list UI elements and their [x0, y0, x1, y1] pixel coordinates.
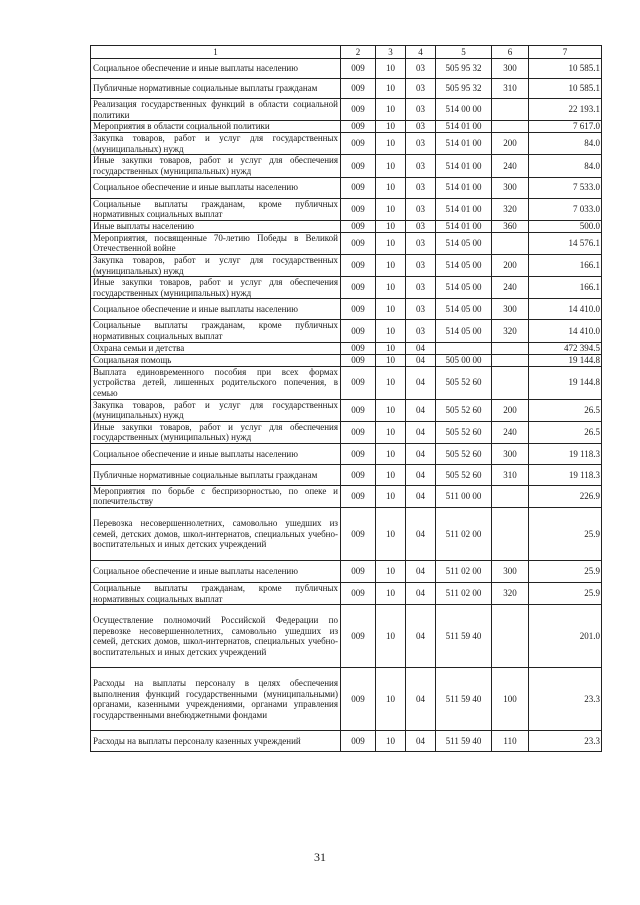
row-amount-cell: 14 576.1 [529, 232, 602, 254]
row-amount-cell: 7 533.0 [529, 177, 602, 198]
row-subsection-cell: 03 [406, 232, 436, 254]
row-expense-type-cell [492, 232, 529, 254]
row-section-cell: 10 [376, 464, 406, 485]
row-name-cell: Социальное обеспечение и иные выплаты населению [91, 177, 341, 198]
row-code-cell: 009 [341, 320, 376, 342]
table-row [91, 508, 602, 561]
row-expense-type-cell: 320 [492, 583, 529, 605]
table-row [91, 485, 602, 507]
table-row [91, 366, 602, 399]
row-expense-type-cell: 300 [492, 59, 529, 79]
row-target-article-cell: 514 05 00 [436, 277, 492, 299]
row-target-article-cell: 514 01 00 [436, 177, 492, 198]
row-section-cell: 10 [376, 399, 406, 421]
row-target-article-cell: 505 52 60 [436, 399, 492, 421]
table-row [91, 399, 602, 421]
row-name-cell: Публичные нормативные социальные выплаты гражданам [91, 79, 341, 99]
row-section-cell: 10 [376, 354, 406, 366]
row-subsection-cell: 04 [406, 399, 436, 421]
row-expense-type-cell [492, 508, 529, 561]
row-expense-type-cell: 360 [492, 220, 529, 232]
row-subsection-cell: 04 [406, 366, 436, 399]
row-name-cell: Иные закупки товаров, работ и услуг для обеспечения государственных (муниципальных) нужд [91, 155, 341, 177]
table-row [91, 155, 602, 177]
table-row [91, 421, 602, 443]
row-code-cell: 009 [341, 198, 376, 220]
row-code-cell: 009 [341, 133, 376, 155]
row-subsection-cell: 03 [406, 155, 436, 177]
row-amount-cell: 25.9 [529, 561, 602, 583]
row-name-cell: Закупка товаров, работ и услуг для государственных (муниципальных) нужд [91, 399, 341, 421]
row-target-article-cell: 511 02 00 [436, 561, 492, 583]
row-target-article-cell: 514 00 00 [436, 99, 492, 121]
row-amount-cell: 22 193.1 [529, 99, 602, 121]
budget-table [90, 45, 602, 752]
row-code-cell: 009 [341, 99, 376, 121]
row-section-cell: 10 [376, 79, 406, 99]
table-row [91, 220, 602, 232]
row-section-cell: 10 [376, 59, 406, 79]
header-cell: 3 [376, 46, 406, 59]
row-section-cell: 10 [376, 508, 406, 561]
header-cell: 5 [436, 46, 492, 59]
row-section-cell: 10 [376, 155, 406, 177]
row-subsection-cell: 04 [406, 464, 436, 485]
row-target-article-cell: 514 01 00 [436, 198, 492, 220]
row-name-cell: Иные выплаты населению [91, 220, 341, 232]
table-row [91, 583, 602, 605]
table-row [91, 354, 602, 366]
row-section-cell: 10 [376, 121, 406, 133]
row-subsection-cell: 03 [406, 59, 436, 79]
header-cell: 7 [529, 46, 602, 59]
row-name-cell: Социальные выплаты гражданам, кроме публичных нормативных социальных выплат [91, 198, 341, 220]
table-row [91, 133, 602, 155]
table-row [91, 731, 602, 752]
row-amount-cell: 19 118.3 [529, 443, 602, 464]
table-row [91, 605, 602, 668]
row-section-cell: 10 [376, 299, 406, 320]
row-expense-type-cell: 300 [492, 299, 529, 320]
row-code-cell: 009 [341, 605, 376, 668]
row-subsection-cell: 03 [406, 99, 436, 121]
row-section-cell: 10 [376, 198, 406, 220]
row-code-cell: 009 [341, 583, 376, 605]
row-code-cell: 009 [341, 277, 376, 299]
table-row [91, 99, 602, 121]
row-expense-type-cell [492, 354, 529, 366]
row-expense-type-cell: 310 [492, 464, 529, 485]
row-code-cell: 009 [341, 342, 376, 354]
table-row [91, 59, 602, 79]
row-name-cell: Закупка товаров, работ и услуг для государственных (муниципальных) нужд [91, 254, 341, 276]
row-name-cell: Иные закупки товаров, работ и услуг для обеспечения государственных (муниципальных) нужд [91, 277, 341, 299]
row-subsection-cell: 03 [406, 299, 436, 320]
row-amount-cell: 26.5 [529, 399, 602, 421]
row-name-cell: Выплата единовременного пособия при всех формах устройства детей, лишенных родительского попечения, в семью [91, 366, 341, 399]
row-target-article-cell: 514 01 00 [436, 121, 492, 133]
table-row [91, 299, 602, 320]
row-section-cell: 10 [376, 220, 406, 232]
row-section-cell: 10 [376, 133, 406, 155]
row-amount-cell: 201.0 [529, 605, 602, 668]
row-subsection-cell: 04 [406, 731, 436, 752]
row-code-cell: 009 [341, 668, 376, 731]
table-row [91, 198, 602, 220]
row-amount-cell: 7 033.0 [529, 198, 602, 220]
row-subsection-cell: 03 [406, 277, 436, 299]
row-name-cell: Социальные выплаты гражданам, кроме публичных нормативных социальных выплат [91, 583, 341, 605]
row-section-cell: 10 [376, 366, 406, 399]
row-amount-cell: 500.0 [529, 220, 602, 232]
row-subsection-cell: 04 [406, 583, 436, 605]
row-code-cell: 009 [341, 421, 376, 443]
row-subsection-cell: 03 [406, 177, 436, 198]
row-name-cell: Осуществление полномочий Российской Федерации по перевозке несовершеннолетних, самовольно ушедших из семей, детских домов, школ-интернатов, специальных учебно-воспитательных и иных детских учреждений [91, 605, 341, 668]
row-expense-type-cell: 240 [492, 421, 529, 443]
row-target-article-cell: 511 00 00 [436, 485, 492, 507]
row-expense-type-cell: 200 [492, 399, 529, 421]
row-name-cell: Перевозка несовершеннолетних, самовольно ушедших из семей, детских домов, школ-интернатов, специальных учебно-воспитательных и иных детских учреждений [91, 508, 341, 561]
row-subsection-cell: 03 [406, 254, 436, 276]
row-expense-type-cell: 240 [492, 277, 529, 299]
row-expense-type-cell: 300 [492, 443, 529, 464]
row-section-cell: 10 [376, 342, 406, 354]
row-name-cell: Охрана семьи и детства [91, 342, 341, 354]
row-name-cell: Социальная помощь [91, 354, 341, 366]
row-expense-type-cell: 300 [492, 561, 529, 583]
row-section-cell: 10 [376, 583, 406, 605]
row-subsection-cell: 04 [406, 342, 436, 354]
row-name-cell: Закупка товаров, работ и услуг для государственных (муниципальных) нужд [91, 133, 341, 155]
row-section-cell: 10 [376, 177, 406, 198]
row-name-cell: Социальное обеспечение и иные выплаты населению [91, 443, 341, 464]
row-target-article-cell: 514 05 00 [436, 299, 492, 320]
row-target-article-cell: 505 52 60 [436, 464, 492, 485]
row-section-cell: 10 [376, 731, 406, 752]
row-amount-cell: 19 144.8 [529, 366, 602, 399]
row-code-cell: 009 [341, 254, 376, 276]
row-amount-cell: 25.9 [529, 583, 602, 605]
row-code-cell: 009 [341, 232, 376, 254]
table-row [91, 443, 602, 464]
row-code-cell: 009 [341, 485, 376, 507]
header-cell: 6 [492, 46, 529, 59]
row-amount-cell: 26.5 [529, 421, 602, 443]
row-section-cell: 10 [376, 99, 406, 121]
row-amount-cell: 226.9 [529, 485, 602, 507]
row-name-cell: Мероприятия, посвященные 70-летию Победы в Великой Отечественной войне [91, 232, 341, 254]
row-code-cell: 009 [341, 366, 376, 399]
row-section-cell: 10 [376, 443, 406, 464]
row-amount-cell: 19 144.8 [529, 354, 602, 366]
row-code-cell: 009 [341, 443, 376, 464]
row-section-cell: 10 [376, 605, 406, 668]
row-name-cell: Социальное обеспечение и иные выплаты населению [91, 561, 341, 583]
row-expense-type-cell [492, 121, 529, 133]
row-section-cell: 10 [376, 320, 406, 342]
row-target-article-cell: 505 52 60 [436, 421, 492, 443]
row-subsection-cell: 03 [406, 121, 436, 133]
row-expense-type-cell: 300 [492, 177, 529, 198]
row-expense-type-cell: 310 [492, 79, 529, 99]
row-subsection-cell: 04 [406, 485, 436, 507]
row-expense-type-cell: 240 [492, 155, 529, 177]
row-expense-type-cell [492, 605, 529, 668]
row-name-cell: Мероприятия по борьбе с беспризорностью, по опеке и попечительству [91, 485, 341, 507]
row-expense-type-cell [492, 99, 529, 121]
row-code-cell: 009 [341, 121, 376, 133]
header-cell: 4 [406, 46, 436, 59]
row-name-cell: Мероприятия в области социальной политики [91, 121, 341, 133]
header-row [91, 46, 602, 59]
table-body [91, 59, 602, 752]
row-target-article-cell: 514 01 00 [436, 220, 492, 232]
row-subsection-cell: 03 [406, 320, 436, 342]
table-row [91, 79, 602, 99]
header-cell: 2 [341, 46, 376, 59]
row-target-article-cell [436, 342, 492, 354]
row-target-article-cell: 514 01 00 [436, 133, 492, 155]
row-expense-type-cell [492, 366, 529, 399]
row-subsection-cell: 04 [406, 354, 436, 366]
page-number: 31 [314, 850, 326, 864]
row-section-cell: 10 [376, 421, 406, 443]
row-subsection-cell: 04 [406, 561, 436, 583]
table-row [91, 121, 602, 133]
row-target-article-cell: 514 05 00 [436, 254, 492, 276]
row-code-cell: 009 [341, 731, 376, 752]
row-expense-type-cell: 320 [492, 198, 529, 220]
table-row [91, 668, 602, 731]
row-target-article-cell: 511 59 40 [436, 731, 492, 752]
row-amount-cell: 23.3 [529, 668, 602, 731]
row-section-cell: 10 [376, 277, 406, 299]
row-expense-type-cell: 110 [492, 731, 529, 752]
row-amount-cell: 7 617.0 [529, 121, 602, 133]
row-expense-type-cell: 200 [492, 254, 529, 276]
row-target-article-cell: 505 52 60 [436, 443, 492, 464]
table-row [91, 177, 602, 198]
row-code-cell: 009 [341, 79, 376, 99]
row-subsection-cell: 04 [406, 421, 436, 443]
row-amount-cell: 166.1 [529, 277, 602, 299]
row-name-cell: Реализация государственных функций в области социальной политики [91, 99, 341, 121]
row-target-article-cell: 511 02 00 [436, 508, 492, 561]
row-name-cell: Иные закупки товаров, работ и услуг для обеспечения государственных (муниципальных) нужд [91, 421, 341, 443]
row-code-cell: 009 [341, 59, 376, 79]
row-amount-cell: 23.3 [529, 731, 602, 752]
row-target-article-cell: 505 95 32 [436, 79, 492, 99]
row-subsection-cell: 03 [406, 79, 436, 99]
row-subsection-cell: 04 [406, 443, 436, 464]
table-row [91, 464, 602, 485]
row-section-cell: 10 [376, 485, 406, 507]
row-target-article-cell: 511 59 40 [436, 605, 492, 668]
row-name-cell: Социальное обеспечение и иные выплаты населению [91, 299, 341, 320]
table-row [91, 342, 602, 354]
row-subsection-cell: 04 [406, 508, 436, 561]
row-target-article-cell: 505 95 32 [436, 59, 492, 79]
row-section-cell: 10 [376, 254, 406, 276]
row-section-cell: 10 [376, 668, 406, 731]
row-expense-type-cell: 200 [492, 133, 529, 155]
row-amount-cell: 14 410.0 [529, 299, 602, 320]
row-target-article-cell: 511 02 00 [436, 583, 492, 605]
row-target-article-cell: 505 00 00 [436, 354, 492, 366]
row-subsection-cell: 04 [406, 668, 436, 731]
row-amount-cell: 84.0 [529, 133, 602, 155]
row-subsection-cell: 03 [406, 220, 436, 232]
table-row [91, 320, 602, 342]
row-amount-cell: 19 118.3 [529, 464, 602, 485]
row-amount-cell: 25.9 [529, 508, 602, 561]
row-subsection-cell: 04 [406, 605, 436, 668]
row-expense-type-cell [492, 485, 529, 507]
row-expense-type-cell [492, 342, 529, 354]
row-expense-type-cell: 320 [492, 320, 529, 342]
row-subsection-cell: 03 [406, 198, 436, 220]
row-code-cell: 009 [341, 464, 376, 485]
row-section-cell: 10 [376, 561, 406, 583]
header-cell: 1 [91, 46, 341, 59]
row-section-cell: 10 [376, 232, 406, 254]
row-amount-cell: 166.1 [529, 254, 602, 276]
row-subsection-cell: 03 [406, 133, 436, 155]
row-target-article-cell: 514 05 00 [436, 232, 492, 254]
row-amount-cell: 472 394.5 [529, 342, 602, 354]
table-row [91, 232, 602, 254]
table-row [91, 277, 602, 299]
row-amount-cell: 10 585.1 [529, 79, 602, 99]
row-target-article-cell: 514 01 00 [436, 155, 492, 177]
row-expense-type-cell: 100 [492, 668, 529, 731]
row-name-cell: Расходы на выплаты персоналу казенных учреждений [91, 731, 341, 752]
row-name-cell: Социальные выплаты гражданам, кроме публичных нормативных социальных выплат [91, 320, 341, 342]
row-name-cell: Расходы на выплаты персоналу в целях обеспечения выполнения функций государственными (муниципальными) органами, казенными учреждениями, органами управления государственными внебюджетными фондами [91, 668, 341, 731]
row-code-cell: 009 [341, 155, 376, 177]
row-amount-cell: 14 410.0 [529, 320, 602, 342]
row-amount-cell: 10 585.1 [529, 59, 602, 79]
row-code-cell: 009 [341, 299, 376, 320]
row-code-cell: 009 [341, 220, 376, 232]
row-code-cell: 009 [341, 354, 376, 366]
table-row [91, 561, 602, 583]
row-code-cell: 009 [341, 399, 376, 421]
row-name-cell: Публичные нормативные социальные выплаты гражданам [91, 464, 341, 485]
row-name-cell: Социальное обеспечение и иные выплаты населению [91, 59, 341, 79]
table-row [91, 254, 602, 276]
row-amount-cell: 84.0 [529, 155, 602, 177]
row-target-article-cell: 514 05 00 [436, 320, 492, 342]
row-code-cell: 009 [341, 177, 376, 198]
row-target-article-cell: 505 52 60 [436, 366, 492, 399]
row-code-cell: 009 [341, 508, 376, 561]
row-target-article-cell: 511 59 40 [436, 668, 492, 731]
row-code-cell: 009 [341, 561, 376, 583]
